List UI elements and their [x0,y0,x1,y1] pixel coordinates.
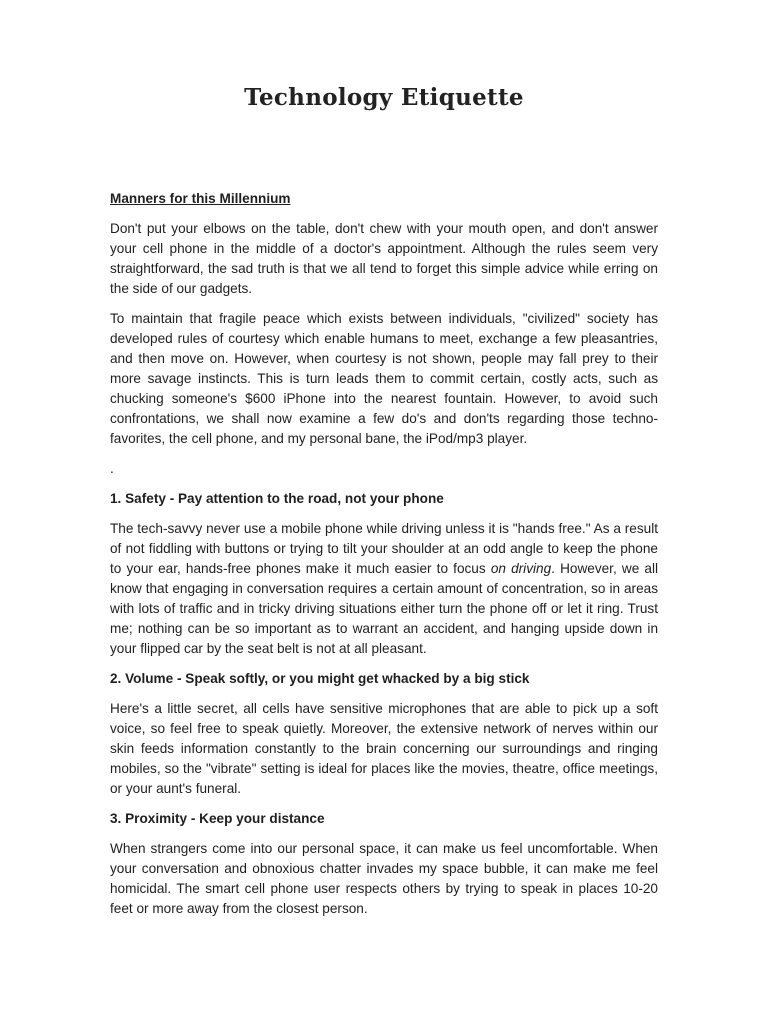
section-body-safety [110,519,658,659]
intro-paragraph-2: To maintain that fragile peace which exists between individuals, "civilized" society has developed rules of courtesy which enable humans to meet, exchange a few pleasantries, and then move on. However, when courtesy is not shown, people may fall prey to their more savage instincts. This is turn leads them to commit certain, costly acts, such as chucking someone's $600 iPhone into the nearest fountain. However, to avoid such confrontations, we shall now examine a few do's and don'ts regarding those techno-favorites, the cell phone, and my personal bane, the iPod/mp3 player. [110,311,658,446]
document-title: Technology Etiquette [244,84,524,111]
intro-paragraph-1: Don't put your elbows on the table, don't chew with your mouth open, and don't answer your cell phone in the middle of a doctor's appointment. Although the rules seem very straightforward, the sad truth is that we all tend to forget this simple advice while erring on the side of our gadgets. [110,221,658,296]
section-body-safety-part-2: . However, we all know that engaging in conversation requires a certain amount of concentration, so in areas with lots of traffic and in tricky driving situations either turn the phone off or let it ring. Trust me; nothing can be so important as to warrant an accident, and hanging upside down in your flipped car by the seat belt is not at all pleasant. [110,561,659,656]
section-body-proximity: When strangers come into our personal space, it can make us feel uncomfortable. When your conversation and obnoxious chatter invades my space bubble, it can make me feel homicidal. The smart cell phone user respects others by trying to speak in places 10-20 feet or more away from the closest person. [110,841,658,916]
section-body-safety-emphasis: on driving [490,561,552,576]
section-heading-proximity: 3. Proximity - Keep your distance [110,811,325,826]
separator-dot: . [110,461,114,476]
section-body-safety-part-1: The tech-savvy never use a mobile phone while driving unless it is "hands free." As a result of not fiddling with buttons or trying to tilt your shoulder at an odd angle to keep the phone to your ear, hands-free phones make it much easier to focus [110,521,658,576]
section-heading-volume: 2. Volume - Speak softly, or you might get whacked by a big stick [110,671,530,686]
document-body [110,189,658,929]
section-body-volume: Here's a little secret, all cells have sensitive microphones that are able to pick up a soft voice, so feel free to speak quietly. Moreover, the extensive network of nerves within our skin feeds information constantly to the brain concerning our surroundings and ringing mobiles, so the "vibrate" setting is ideal for places like the movies, theatre, office meetings, or your aunt's funeral. [110,701,658,796]
section-heading-safety: 1. Safety - Pay attention to the road, not your phone [110,491,444,506]
subheading: Manners for this Millennium [110,191,291,206]
